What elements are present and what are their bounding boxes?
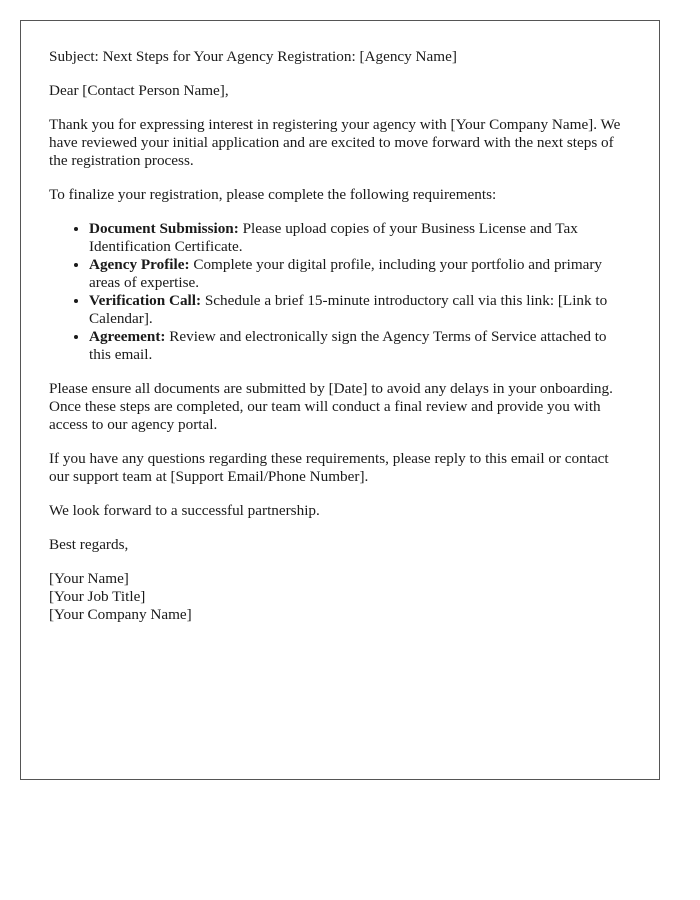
email-greeting: Dear [Contact Person Name], [49, 82, 229, 99]
requirement-title: Agency Profile: [89, 256, 190, 273]
requirement-text: Please upload copies of your Business License and Tax Identification Certificate. [89, 220, 578, 255]
requirement-agency-profile [89, 256, 631, 292]
closing-line: We look forward to a successful partnership. [49, 502, 320, 519]
intro-paragraph: Thank you for expressing interest in registering your agency with [Your Company Name]. We have reviewed your initial application and are excited to move forward with the next steps of the registration process. [49, 116, 621, 169]
questions-paragraph: If you have any questions regarding these requirements, please reply to this email or contact our support team at [Support Email/Phone Number]. [49, 450, 609, 485]
sign-off: Best regards, [49, 536, 129, 553]
requirement-text: Review and electronically sign the Agency Terms of Service attached to this email. [89, 328, 607, 363]
email-subject: Subject: Next Steps for Your Agency Registration: [Agency Name] [49, 48, 457, 65]
requirements-list [49, 220, 631, 364]
letter-container [20, 20, 660, 780]
signature-job-title: [Your Job Title] [49, 588, 146, 605]
deadline-paragraph: Please ensure all documents are submitted by [Date] to avoid any delays in your onboarding. Once these steps are completed, our team will conduct a final review and provide you with access to our agency portal. [49, 380, 613, 433]
requirements-intro: To finalize your registration, please complete the following requirements: [49, 186, 497, 203]
requirement-text: Complete your digital profile, including your portfolio and primary areas of expertise. [89, 256, 603, 291]
requirement-agreement [89, 328, 631, 364]
requirement-title: Verification Call: [89, 292, 202, 309]
requirement-verification-call [89, 292, 631, 328]
requirement-title: Document Submission: [89, 220, 239, 237]
signature-name: [Your Name] [49, 570, 129, 587]
requirement-title: Agreement: [89, 328, 166, 345]
signature-block [49, 570, 631, 624]
requirement-text: Schedule a brief 15-minute introductory call via this link: [Link to Calendar]. [89, 292, 608, 327]
signature-company: [Your Company Name] [49, 606, 192, 623]
requirement-document-submission [89, 220, 631, 256]
